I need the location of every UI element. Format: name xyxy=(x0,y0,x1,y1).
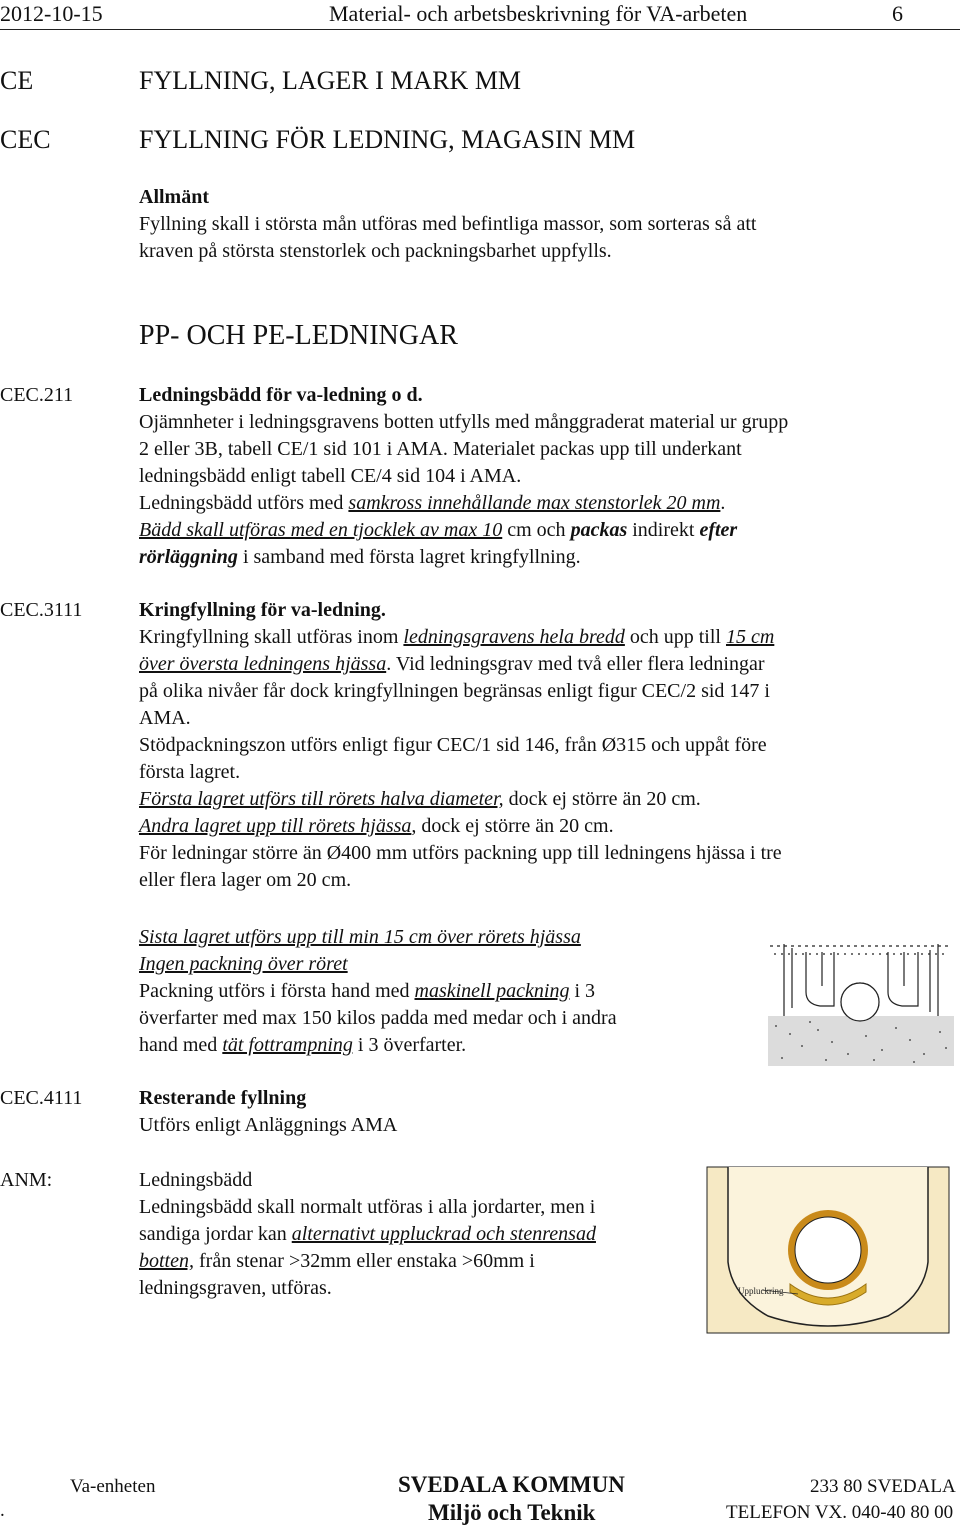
code-cec-3111: CEC.3111 xyxy=(0,599,83,621)
paragraph-line: ledningsgraven, utföras. xyxy=(139,1277,332,1299)
footer-dept: Miljö och Teknik xyxy=(428,1500,596,1525)
paragraph-line: Utförs enligt Anläggnings AMA xyxy=(139,1114,398,1136)
paragraph-line: på olika nivåer får dock kringfyllningen begränsas enligt figur CEC/2 sid 147 i xyxy=(139,680,770,702)
header-title: Material- och arbetsbeskrivning för VA-arbeten xyxy=(329,1,748,26)
paragraph-line: rörläggning i samband med första lagret kringfyllning. xyxy=(139,546,581,568)
code-cec-4111: CEC.4111 xyxy=(0,1087,83,1109)
section-anm xyxy=(139,1167,596,1302)
paragraph-line: Ledningsbädd utförs med samkross innehållande max stenstorlek 20 mm. xyxy=(139,492,726,514)
code-anm: ANM: xyxy=(0,1169,53,1191)
allmant-section xyxy=(139,184,756,265)
header-date: 2012-10-15 xyxy=(0,1,103,26)
paragraph-line: hand med tät fottrampning i 3 överfarter. xyxy=(139,1034,467,1056)
paragraph-line: Ingen packning över röret xyxy=(139,953,348,975)
section-cec-4111 xyxy=(139,1085,397,1139)
paragraph-line: sandiga jordar kan alternativt uppluckrad och stenrensad xyxy=(139,1223,596,1245)
allmant-title: Allmänt xyxy=(139,186,209,208)
heading-ce: FYLLNING, LAGER I MARK MM xyxy=(139,66,522,95)
section-cec-211 xyxy=(139,382,788,571)
paragraph-line: Packning utförs i första hand med maskinell packning i 3 xyxy=(139,980,596,1002)
header-page-number: 6 xyxy=(892,1,903,26)
paragraph-line: Andra lagret upp till rörets hjässa, dock ej större än 20 cm. xyxy=(139,815,614,837)
section-title: Ledningsbädd xyxy=(139,1169,253,1191)
code-ce: CE xyxy=(0,66,34,95)
heading-pp-pe: PP- OCH PE-LEDNINGAR xyxy=(139,320,458,351)
section-title: Ledningsbädd för va-ledning o d. xyxy=(139,384,423,406)
section-title: Resterande fyllning xyxy=(139,1087,307,1109)
figure-label: Uppluckring xyxy=(738,1286,784,1296)
section-cec-3111 xyxy=(139,597,782,894)
packing-instructions xyxy=(139,924,617,1059)
paragraph-line: första lagret. xyxy=(139,761,241,783)
footer-dot: . xyxy=(0,1500,5,1521)
allmant-line: Fyllning skall i största mån utföras med befintliga massor, som sorteras så att xyxy=(139,213,757,235)
paragraph-line: För ledningar större än Ø400 mm utförs packning upp till ledningens hjässa i tre xyxy=(139,842,782,864)
paragraph-line: botten, från stenar >32mm eller enstaka >60mm i xyxy=(139,1250,535,1272)
paragraph-line: Första lagret utförs till rörets halva diameter, dock ej större än 20 cm. xyxy=(139,788,701,810)
paragraph-line: eller flera lager om 20 cm. xyxy=(139,869,352,891)
pipe-bed-figure xyxy=(706,1166,950,1334)
code-cec-211: CEC.211 xyxy=(0,384,74,406)
paragraph-line: Stödpackningszon utförs enligt figur CEC/1 sid 146, från Ø315 och uppåt före xyxy=(139,734,767,756)
code-cec: CEC xyxy=(0,125,51,154)
foot-tamping-figure xyxy=(762,942,960,1070)
header-rule xyxy=(0,29,960,30)
paragraph-line: AMA. xyxy=(139,707,191,729)
paragraph-line: ledningsbädd enligt tabell CE/4 sid 104 i AMA. xyxy=(139,465,522,487)
paragraph-line: Bädd skall utföras med en tjocklek av max 10 cm och packas indirekt efter xyxy=(139,519,738,541)
footer-address: 233 80 SVEDALA xyxy=(810,1476,956,1497)
paragraph-line: 2 eller 3B, tabell CE/1 sid 101 i AMA. Materialet packas upp till underkant xyxy=(139,438,742,460)
footer-phone: TELEFON VX. 040-40 80 00 xyxy=(726,1502,954,1523)
paragraph-line: överfarter med max 150 kilos padda med medar och i andra xyxy=(139,1007,617,1029)
paragraph-line: Ledningsbädd skall normalt utföras i alla jordarter, men i xyxy=(139,1196,596,1218)
paragraph-line: över översta ledningens hjässa. Vid ledningsgrav med två eller flera ledningar xyxy=(139,653,765,675)
allmant-line: kraven på största stenstorlek och packningsbarhet uppfylls. xyxy=(139,240,612,262)
heading-cec: FYLLNING FÖR LEDNING, MAGASIN MM xyxy=(139,125,636,154)
paragraph-line: Sista lagret utförs upp till min 15 cm över rörets hjässa xyxy=(139,926,581,948)
section-title: Kringfyllning för va-ledning. xyxy=(139,599,386,621)
paragraph-line: Kringfyllning skall utföras inom ledningsgravens hela bredd och upp till 15 cm xyxy=(139,626,775,648)
paragraph-line: Ojämnheter i ledningsgravens botten utfylls med månggraderat material ur grupp xyxy=(139,411,789,433)
footer-kommun: SVEDALA KOMMUN xyxy=(398,1472,625,1497)
footer-org: Va-enheten xyxy=(70,1476,156,1497)
